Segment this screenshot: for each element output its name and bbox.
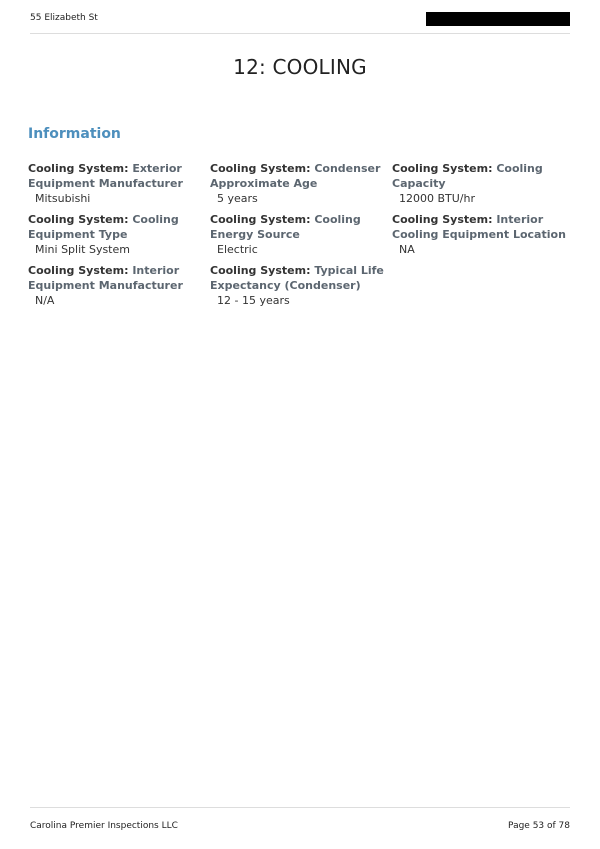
item-label <box>392 212 574 242</box>
redacted-block <box>426 12 570 26</box>
item-prefix: Cooling System: <box>210 213 315 226</box>
item-prefix: Cooling System: <box>28 162 133 175</box>
footer-company: Carolina Premier Inspections LLC <box>30 821 178 831</box>
item-label <box>210 212 392 242</box>
item-value: N/A <box>35 294 55 307</box>
footer-page-number: Page 53 of 78 <box>508 821 570 831</box>
item-prefix: Cooling System: <box>210 264 315 277</box>
item-name: Condenser Approximate Age <box>210 162 381 190</box>
info-grid <box>28 161 578 308</box>
item-name: Exterior Equipment Manufacturer <box>28 162 183 190</box>
info-item <box>210 212 392 257</box>
info-item <box>28 161 210 206</box>
item-prefix: Cooling System: <box>392 213 497 226</box>
info-row <box>28 263 578 308</box>
item-label <box>28 161 210 191</box>
item-value: 12000 BTU/hr <box>399 192 476 205</box>
header-address: 55 Elizabeth St <box>30 13 98 23</box>
footer-divider <box>30 807 570 808</box>
item-name: Cooling Equipment Type <box>28 213 179 241</box>
info-item <box>392 212 574 257</box>
item-value: 12 - 15 years <box>217 294 290 307</box>
item-value: NA <box>399 243 415 256</box>
item-prefix: Cooling System: <box>392 162 497 175</box>
item-label <box>210 161 392 191</box>
item-label <box>210 263 392 293</box>
item-prefix: Cooling System: <box>210 162 315 175</box>
item-label <box>392 161 574 191</box>
item-value: Electric <box>217 243 258 256</box>
info-item <box>210 263 392 308</box>
info-row <box>28 212 578 257</box>
item-name: Interior Cooling Equipment Location <box>392 213 566 241</box>
subsection-title: Information <box>28 126 121 142</box>
item-name: Interior Equipment Manufacturer <box>28 264 183 292</box>
item-label <box>28 212 210 242</box>
info-item <box>28 212 210 257</box>
info-item <box>392 161 574 206</box>
item-name: Cooling Capacity <box>392 162 543 190</box>
item-value: Mitsubishi <box>35 192 91 205</box>
info-item <box>28 263 210 308</box>
item-name: Cooling Energy Source <box>210 213 361 241</box>
header-divider <box>30 33 570 34</box>
item-value: 5 years <box>217 192 258 205</box>
item-name: Typical Life Expectancy (Condenser) <box>210 264 384 292</box>
info-row <box>28 161 578 206</box>
section-title: 12: COOLING <box>233 55 367 79</box>
item-value: Mini Split System <box>35 243 130 256</box>
item-label <box>28 263 210 293</box>
info-item <box>210 161 392 206</box>
item-prefix: Cooling System: <box>28 213 133 226</box>
item-prefix: Cooling System: <box>28 264 133 277</box>
